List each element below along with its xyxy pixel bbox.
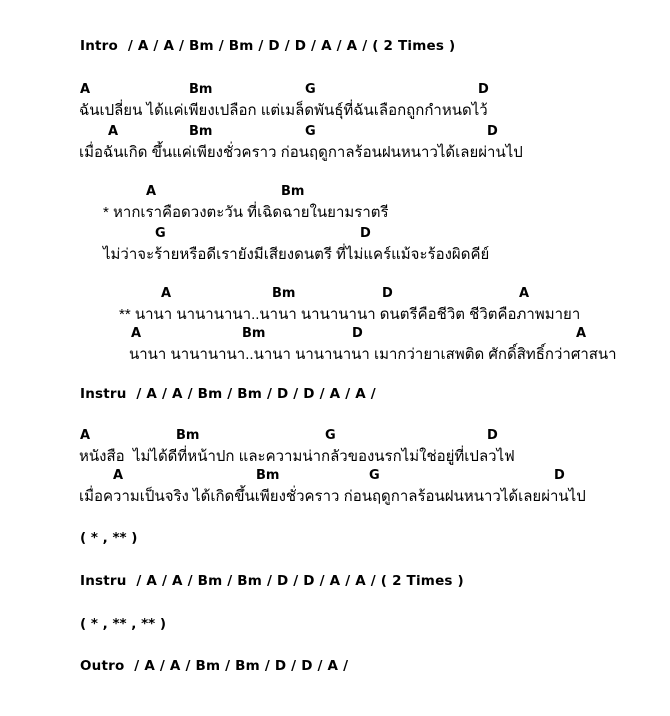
section-label: Outro bbox=[80, 658, 125, 674]
chord-D: D bbox=[360, 226, 371, 241]
section-progression: / A / A / Bm / Bm / D / D / A / A / ( 2 Times ) bbox=[127, 38, 456, 54]
section-progression: / A / A / Bm / Bm / D / D / A / A / bbox=[136, 386, 376, 402]
chord-Bm: Bm bbox=[242, 326, 266, 341]
chord-D: D bbox=[478, 82, 489, 97]
chord-A: A bbox=[576, 326, 587, 341]
chord-D: D bbox=[382, 286, 393, 301]
section-label: Instru bbox=[80, 386, 127, 402]
repeat-marker-repeat1: ( * , ** ) bbox=[80, 530, 138, 546]
chord-A: A bbox=[108, 124, 119, 139]
section-label: Intro bbox=[80, 38, 119, 54]
repeat-marker-repeat2: ( * , ** , ** ) bbox=[80, 616, 167, 632]
lyric-row-chorus1-line1: * หากเราคือดวงตะวัน ที่เฉิดฉายในยามราตรี bbox=[103, 204, 389, 221]
chord-row-chorus2-line2 bbox=[0, 326, 670, 343]
chord-Bm: Bm bbox=[176, 428, 200, 443]
chord-row-chorus1-line2 bbox=[0, 226, 670, 243]
section-line-outro bbox=[80, 658, 348, 674]
chord-row-verse2-line1 bbox=[0, 428, 670, 445]
chord-row-verse1-line2 bbox=[0, 124, 670, 141]
lyric-row-verse2-line2: เมื่อความเป็นจริง ได้เกิดขึ้นเพียงชั่วคราว ก่อนฤดูกาลร้อนฝนหนาวได้เลยผ่านไป bbox=[79, 488, 586, 505]
lyric-row-chorus1-line2: ไม่ว่าจะร้ายหรือดีเรายังมีเสียงดนตรี ที่ไม่แคร์แม้จะร้องผิดคีย์ bbox=[103, 246, 490, 263]
chord-A: A bbox=[146, 184, 157, 199]
lyric-row-verse2-line1: หนังสือ ไม่ได้ดีที่หน้าปก และความน่ากลัวของนรกไม่ใช่อยู่ที่เปลวไฟ bbox=[79, 448, 515, 465]
section-progression: / A / A / Bm / Bm / D / D / A / A / ( 2 Times ) bbox=[136, 573, 464, 589]
chord-D: D bbox=[487, 428, 498, 443]
lyric-row-verse1-line1: ฉันเปลี่ยน ได้แค่เพียงเปลือก แต่เมล็ดพันธุ์ที่ฉันเลือกถูกกำหนดไว้ bbox=[79, 102, 488, 119]
chord-G: G bbox=[305, 124, 316, 139]
chord-G: G bbox=[305, 82, 316, 97]
lyric-row-verse1-line2: เมื่อฉันเกิด ขึ้นแค่เพียงชั่วคราว ก่อนฤดูกาลร้อนฝนหนาวได้เลยผ่านไป bbox=[79, 144, 523, 161]
chord-row-chorus2-line1 bbox=[0, 286, 670, 303]
chord-Bm: Bm bbox=[272, 286, 296, 301]
lyric-row-chorus2-line1: ** นานา นานานานา..นานา นานานานา ดนตรีคือชีวิต ชีวิตคือภาพมายา bbox=[119, 306, 581, 323]
chord-A: A bbox=[80, 428, 91, 443]
chord-D: D bbox=[487, 124, 498, 139]
section-progression: / A / A / Bm / Bm / D / D / A / bbox=[134, 658, 349, 674]
section-line-instru2 bbox=[80, 573, 464, 589]
chord-A: A bbox=[131, 326, 142, 341]
chord-G: G bbox=[325, 428, 336, 443]
chord-A: A bbox=[113, 468, 124, 483]
chord-A: A bbox=[80, 82, 91, 97]
chord-A: A bbox=[519, 286, 530, 301]
chord-Bm: Bm bbox=[189, 124, 213, 139]
chord-D: D bbox=[554, 468, 565, 483]
chord-Bm: Bm bbox=[281, 184, 305, 199]
chord-D: D bbox=[352, 326, 363, 341]
chord-G: G bbox=[369, 468, 380, 483]
chord-Bm: Bm bbox=[256, 468, 280, 483]
chord-row-chorus1-line1 bbox=[0, 184, 670, 201]
chord-row-verse1-line1 bbox=[0, 82, 670, 99]
chord-A: A bbox=[161, 286, 172, 301]
chord-row-verse2-line2 bbox=[0, 468, 670, 485]
section-label: Instru bbox=[80, 573, 127, 589]
chord-Bm: Bm bbox=[189, 82, 213, 97]
section-line-intro bbox=[80, 38, 455, 54]
chord-G: G bbox=[155, 226, 166, 241]
section-line-instru1 bbox=[80, 386, 376, 402]
lyric-row-chorus2-line2: นานา นานานานา..นานา นานานานา เมากว่ายาเสพติด ศักดิ์สิทธิ์กว่าศาสนา bbox=[129, 346, 617, 363]
